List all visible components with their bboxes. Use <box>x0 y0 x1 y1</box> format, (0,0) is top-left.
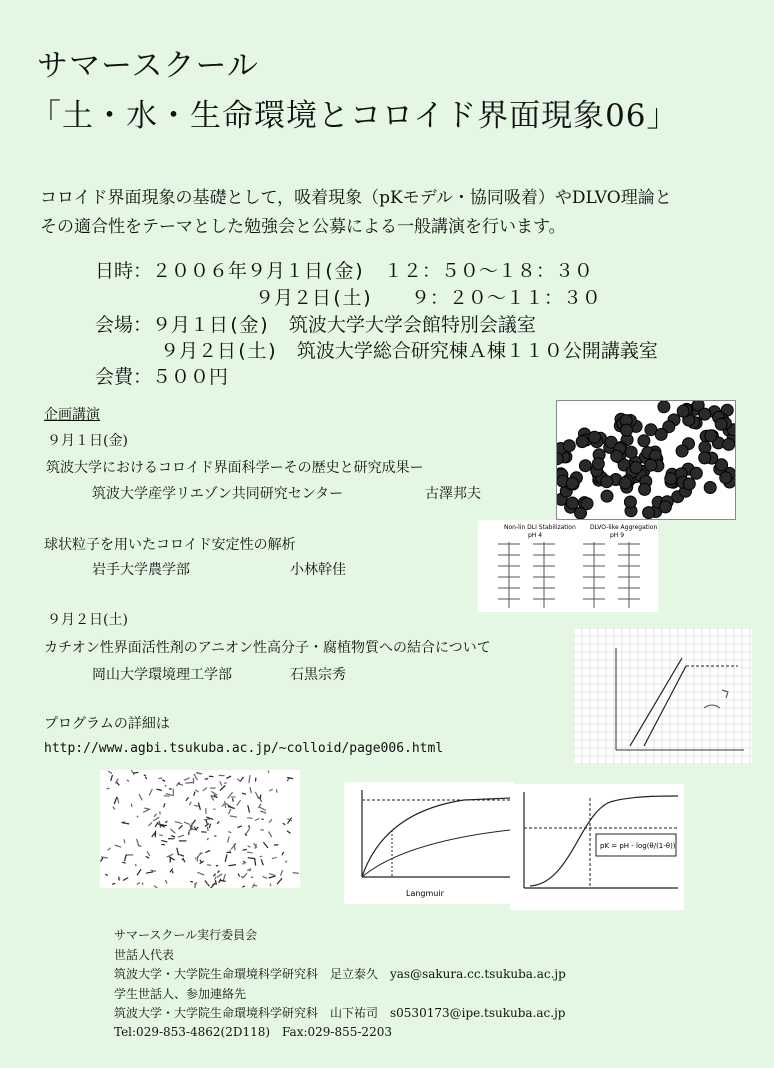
micrograph-fiber <box>122 822 130 824</box>
talk-2-speaker: 小林幹佳 <box>290 562 346 578</box>
micrograph-fiber <box>261 859 263 865</box>
stabilization-diagram-figure <box>478 520 658 612</box>
micrograph-fiber <box>177 848 179 856</box>
micrograph-fiber <box>147 851 150 856</box>
micrograph-fiber <box>190 802 192 805</box>
micrograph-fiber <box>165 785 166 787</box>
talk-1-affiliation: 筑波大学産学リエゾン共同研究センター <box>92 486 344 502</box>
particle <box>676 445 688 457</box>
micrograph-fiber <box>197 872 204 875</box>
micrograph-fiber <box>247 852 253 853</box>
micrograph-fiber <box>184 778 190 781</box>
micrograph-fiber <box>186 797 189 801</box>
micrograph-fiber <box>183 858 185 862</box>
micrograph-fiber <box>221 881 226 882</box>
talk-2-title: 球状粒子を用いたコロイド安定性の解析 <box>44 537 296 553</box>
micrograph-fiber <box>203 787 207 791</box>
micrograph-fiber <box>230 816 237 817</box>
schedule-venue-1: 会場：９月１日(金) 筑波大学大学会館特別会議室 <box>95 314 536 336</box>
micrograph-fiber <box>218 871 220 873</box>
micrograph-fiber <box>204 819 210 820</box>
title-line-1: サマースクール <box>37 48 259 84</box>
micrograph-fiber <box>101 857 108 858</box>
particle <box>655 428 667 440</box>
micrograph-fiber <box>161 844 165 845</box>
micrograph-fiber <box>215 877 217 880</box>
schedule-venue-2: ９月２日(土) 筑波大学総合研究棟Ａ棟１１０公開講義室 <box>160 340 658 362</box>
micrograph-fiber <box>155 822 158 827</box>
micrograph-fiber <box>293 873 299 874</box>
talk-1-title: 筑波大学におけるコロイド界面科学ーその歴史と研究成果ー <box>46 460 424 476</box>
fig2-left-subtitle: pH 4 <box>528 532 543 539</box>
langmuir-plot-svg <box>344 782 514 904</box>
micrograph-fiber <box>146 872 153 873</box>
particle <box>699 452 711 464</box>
micrograph-fiber <box>119 877 120 881</box>
committee-person-2: 筑波大学・大学院生命環境科学研究科 山下祐司 s0530173@ipe.tsukuba.ac.jp <box>114 1006 566 1020</box>
micrograph-fiber <box>137 869 141 875</box>
intro-line-2: その適合性をテーマとした勉強会と公募による一般講演を行います。 <box>40 217 566 237</box>
micrograph-fiber <box>228 809 231 814</box>
micrograph-fiber <box>253 885 257 886</box>
micrograph-fiber <box>112 883 115 884</box>
micrograph-fiber <box>220 781 222 786</box>
micrograph-fiber <box>269 819 272 823</box>
micrograph-fiber <box>123 878 128 881</box>
micrograph-fiber <box>213 874 215 877</box>
micrograph-fiber <box>205 779 209 780</box>
micrograph-fiber <box>207 827 208 831</box>
micrograph-fiber <box>220 786 226 791</box>
micrograph-fiber <box>105 874 107 876</box>
micrograph-fiber <box>243 849 247 850</box>
adsorption-graph-figure <box>574 628 752 764</box>
program-label: プログラムの詳細は <box>44 716 170 732</box>
micrograph-fiber <box>269 876 276 878</box>
micrograph-fiber <box>248 846 251 847</box>
micrograph-fiber <box>225 801 226 808</box>
stabilization-diagram-svg <box>478 520 658 612</box>
micrograph-fiber <box>137 883 140 885</box>
micrograph-fiber <box>107 788 110 789</box>
particle <box>705 430 717 442</box>
micrograph-fiber <box>206 820 207 824</box>
micrograph-fiber <box>283 823 285 825</box>
micrograph-fiber <box>179 854 184 856</box>
micrograph-fiber <box>226 776 231 778</box>
micrograph-fiber <box>195 858 196 860</box>
fig2-left-title: Non-lin DLI Stabilization <box>504 524 576 531</box>
micrograph-fiber <box>228 806 235 808</box>
langmuir-label: Langmuir <box>406 889 444 898</box>
micrograph-fiber <box>269 831 272 837</box>
micrograph-fiber <box>161 840 167 842</box>
micrograph-fiber <box>194 792 195 796</box>
micrograph-fiber <box>138 845 142 846</box>
micrograph-fiber <box>133 772 138 773</box>
micrograph-fiber <box>124 839 125 843</box>
micrograph-fiber <box>115 845 122 847</box>
lectures-day-2: ９月２日(土) <box>47 612 128 628</box>
micrograph-fiber <box>237 826 241 828</box>
micrograph-fiber <box>233 798 234 801</box>
micrograph-fiber <box>184 822 190 824</box>
micrograph-fiber <box>113 807 115 810</box>
micrograph-fiber <box>194 805 199 806</box>
micrograph-fiber <box>144 808 149 809</box>
micrograph-fiber <box>164 796 170 797</box>
micrograph-fiber <box>137 816 139 817</box>
particle <box>579 460 591 472</box>
particle <box>683 478 695 490</box>
micrograph-fiber <box>154 814 157 817</box>
particle <box>715 418 727 430</box>
micrograph-fiber <box>222 804 225 807</box>
particle <box>658 401 670 413</box>
micrograph-fiber <box>153 817 159 821</box>
micrograph-fiber <box>139 794 142 800</box>
fig2-right-subtitle: pH 9 <box>610 532 625 539</box>
micrograph-fiber <box>260 830 264 831</box>
pk-sigmoid-svg <box>510 784 684 910</box>
particle <box>638 435 650 447</box>
micrograph-fiber <box>242 793 246 794</box>
particle <box>665 473 677 485</box>
micrograph-fiber <box>287 831 291 834</box>
micrograph-fiber <box>164 803 165 807</box>
micrograph-fiber <box>116 782 119 785</box>
particle <box>581 498 593 510</box>
program-url-link[interactable]: http://www.agbi.tsukuba.ac.jp/~colloid/page006.html <box>44 741 444 756</box>
particle <box>566 497 578 509</box>
micrograph-fiber <box>248 858 255 859</box>
talk-1-speaker: 古澤邦夫 <box>425 486 481 502</box>
intro-line-1: コロイド界面現象の基礎として，吸着現象（pKモデル・協同吸着）やDLVO理論と <box>40 188 672 208</box>
micrograph-fiber <box>197 827 199 829</box>
micrograph-fiber <box>175 822 182 824</box>
particle <box>723 438 735 450</box>
schedule-date-1: 日時：２００６年９月１日(金) １２：５０～１８：３０ <box>95 260 593 282</box>
lectures-heading: 企画講演 <box>44 407 100 423</box>
micrograph-fiber <box>213 809 215 810</box>
micrograph-fiber <box>159 821 160 828</box>
talk-2-affiliation: 岩手大学農学部 <box>92 562 190 578</box>
micrograph-fiber <box>108 848 111 851</box>
micrograph-fiber <box>157 789 162 790</box>
micrograph-fiber <box>146 856 149 858</box>
schedule-fee: 会費：５００円 <box>95 366 229 388</box>
micrograph-fiber <box>165 880 167 884</box>
micrograph-fiber <box>248 805 250 812</box>
micrograph-fiber <box>108 771 112 774</box>
micrograph-fiber <box>122 862 126 863</box>
particle <box>592 458 604 470</box>
pk-formula: pK = pH - log(θ/(1-θ)) <box>600 842 676 850</box>
particle <box>566 477 578 489</box>
clay-micrograph-svg <box>100 770 300 888</box>
fig2-right-title: DLVO-like Aggregation <box>590 524 658 531</box>
particle <box>699 408 711 420</box>
micrograph-fiber <box>225 855 227 862</box>
micrograph-fiber <box>178 835 184 837</box>
particle <box>601 476 613 488</box>
micrograph-fiber <box>127 780 129 782</box>
micrograph-fiber <box>255 819 260 821</box>
micrograph-fiber <box>216 865 218 866</box>
particle <box>645 459 657 471</box>
particle <box>639 483 651 495</box>
micrograph-fiber <box>117 797 118 803</box>
particle <box>677 405 689 417</box>
micrograph-fiber <box>149 789 152 796</box>
schedule-date-2: ９月２日(土) ９：２０～１１：３０ <box>255 287 601 309</box>
committee-person-1: 筑波大学・大学院生命環境科学研究科 足立泰久 yas@sakura.cc.tsukuba.ac.jp <box>114 967 566 981</box>
particle <box>643 507 655 519</box>
particle <box>576 436 588 448</box>
clay-micrograph-figure <box>100 770 300 888</box>
micrograph-fiber <box>255 792 258 799</box>
committee-contact: Tel:029-853-4862(2D118) Fax:029-855-2203 <box>114 1025 392 1039</box>
particle <box>716 459 728 471</box>
micrograph-fiber <box>249 775 250 783</box>
committee-role-2: 学生世話人、参加連絡先 <box>114 987 247 1001</box>
micrograph-fiber <box>217 822 219 824</box>
micrograph-fiber <box>207 883 209 884</box>
micrograph-fiber <box>246 828 250 833</box>
micrograph-fiber <box>210 883 215 888</box>
micrograph-fiber <box>247 818 253 819</box>
particle <box>611 450 623 462</box>
talk-3-title: カチオン性界面活性剤のアニオン性高分子・腐植物質への結合について <box>44 640 491 656</box>
micrograph-fiber <box>238 874 239 877</box>
langmuir-plot-figure <box>344 782 514 904</box>
particle <box>704 482 716 494</box>
particle <box>619 477 631 489</box>
micrograph-fiber <box>241 777 244 781</box>
micrograph-fiber <box>145 777 146 779</box>
title-line-2: 「土・水・生命環境とコロイド界面現象06」 <box>30 98 679 134</box>
micrograph-fiber <box>242 886 245 887</box>
micrograph-fiber <box>136 864 137 867</box>
micrograph-fiber <box>206 850 211 852</box>
micrograph-fiber <box>217 874 222 878</box>
particle <box>625 446 637 458</box>
particle <box>589 431 601 443</box>
micrograph-fiber <box>223 874 225 881</box>
micrograph-fiber <box>237 800 241 805</box>
particle <box>690 467 702 479</box>
adsorption-graph-svg <box>574 628 752 764</box>
micrograph-fiber <box>260 856 262 857</box>
micrograph-fiber <box>178 783 180 784</box>
particle <box>720 472 732 484</box>
micrograph-fiber <box>269 789 273 791</box>
micrograph-fiber <box>247 869 251 871</box>
micrograph-fiber <box>159 778 163 779</box>
micrograph-fiber <box>243 861 245 863</box>
micrograph-fiber <box>263 842 268 848</box>
micrograph-fiber <box>259 807 266 811</box>
micrograph-fiber <box>159 835 163 836</box>
micrograph-fiber <box>249 825 250 828</box>
particle <box>630 462 642 474</box>
micrograph-fiber <box>111 775 113 781</box>
micrograph-fiber <box>154 886 160 888</box>
lectures-day-1: ９月１日(金) <box>47 433 128 449</box>
pk-sigmoid-figure <box>510 784 684 910</box>
micrograph-fiber <box>194 774 198 780</box>
talk-3-affiliation: 岡山大学環境理工学部 <box>92 667 232 683</box>
micrograph-fiber <box>148 822 152 825</box>
micrograph-fiber <box>260 811 266 813</box>
micrograph-fiber <box>207 838 208 840</box>
micrograph-fiber <box>243 873 248 878</box>
particle <box>621 424 633 436</box>
micrograph-fiber <box>207 865 211 866</box>
micrograph-fiber <box>185 783 193 784</box>
micrograph-fiber <box>162 780 165 782</box>
micrograph-fiber <box>281 870 283 876</box>
micrograph-fiber <box>287 778 293 779</box>
micrograph-fiber <box>166 794 173 796</box>
particle <box>624 496 636 508</box>
micrograph-fiber <box>272 858 277 859</box>
micrograph-fiber <box>228 865 236 866</box>
micrograph-fiber <box>209 824 211 828</box>
micrograph-fiber <box>255 858 256 865</box>
talk-3-speaker: 石黒宗秀 <box>290 667 346 683</box>
micrograph-fiber <box>171 836 175 837</box>
particle <box>601 490 613 502</box>
particle-micrograph-figure <box>556 400 736 520</box>
micrograph-fiber <box>131 804 132 808</box>
micrograph-fiber <box>228 836 230 842</box>
committee-role-1: 世話人代表 <box>114 948 175 962</box>
micrograph-fiber <box>165 821 167 822</box>
micrograph-fiber <box>269 874 275 876</box>
micrograph-fiber <box>144 775 146 776</box>
micrograph-fiber <box>282 852 284 855</box>
micrograph-fiber <box>114 797 117 804</box>
micrograph-fiber <box>228 832 231 833</box>
micrograph-fiber <box>277 878 282 884</box>
micrograph-fiber <box>195 790 198 792</box>
particle <box>659 501 671 513</box>
micrograph-fiber <box>216 880 217 885</box>
particle-micrograph-svg <box>557 401 735 519</box>
particle <box>563 440 575 452</box>
micrograph-fiber <box>250 787 251 793</box>
micrograph-fiber <box>160 811 161 814</box>
micrograph-fiber <box>270 884 271 887</box>
micrograph-fiber <box>285 861 287 863</box>
micrograph-fiber <box>125 854 127 861</box>
micrograph-fiber <box>170 829 175 833</box>
committee-org: サマースクール実行委員会 <box>114 928 258 942</box>
micrograph-fiber <box>205 824 209 827</box>
micrograph-fiber <box>179 825 183 829</box>
micrograph-fiber <box>263 876 268 878</box>
